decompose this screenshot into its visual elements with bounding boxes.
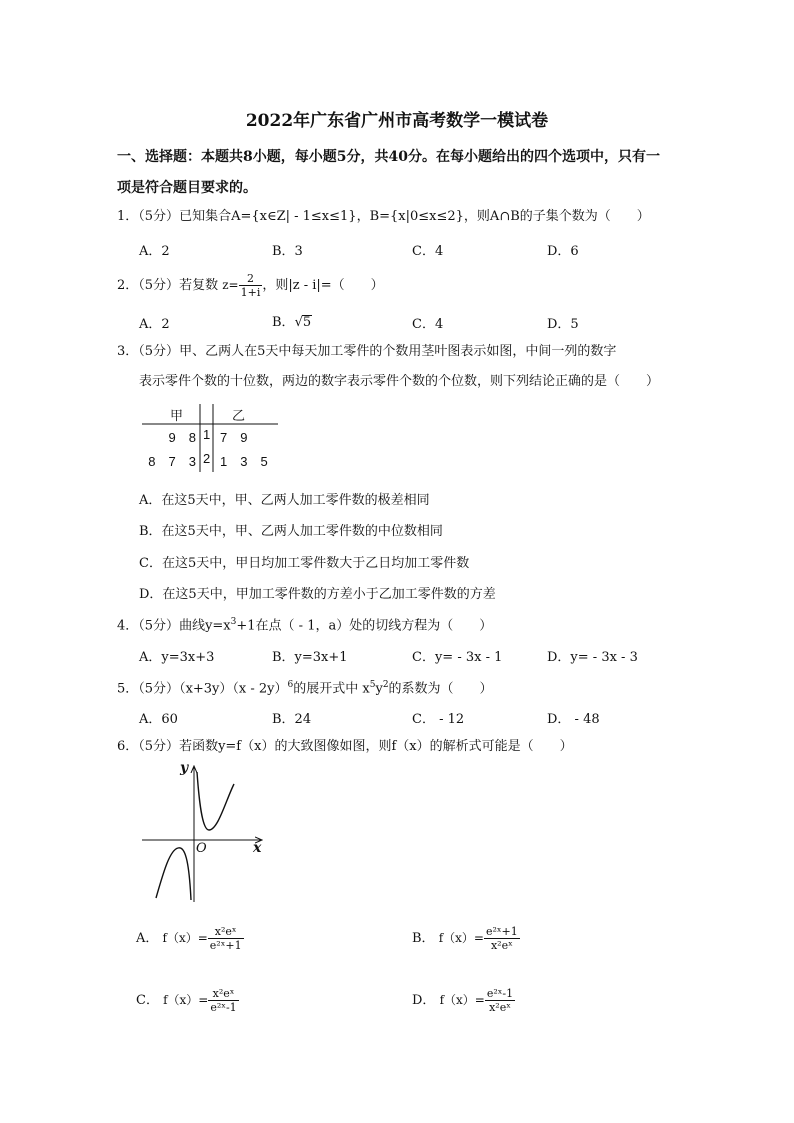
q6-option-c-fx: f（x）= (163, 993, 209, 1007)
q3-number: 3． (117, 344, 139, 359)
function-graph-svg (138, 760, 270, 906)
q2-number: 2． (117, 278, 139, 293)
q6-stem: 若函数y=f（x）的大致图像如图，则f（x）的解析式可能是（ ） (179, 739, 573, 754)
q5-sup2: 2 (382, 680, 389, 690)
q5-stem-b: 的展开式中 x (293, 681, 370, 697)
stemplot-row2-left: 8 7 3 (148, 454, 196, 469)
q3-score: （5分） (138, 344, 180, 359)
stemplot-row2-stem: 2 (203, 451, 211, 466)
q6-option-b (412, 922, 520, 955)
stemplot-row1-left: 9 8 (168, 430, 196, 445)
q5-option-b: B．24 (272, 712, 312, 727)
q2-frac-num: 2 (239, 272, 263, 286)
q6-number: 6． (117, 739, 139, 754)
question-2 (117, 270, 384, 301)
question-5 (117, 677, 493, 697)
q5-sup5: 5 (369, 680, 376, 690)
q6-option-b-fraction (484, 925, 520, 952)
q2-score: （5分） (138, 278, 180, 293)
q6-option-a-den: e²ˣ+1 (209, 939, 242, 952)
q6-score: （5分） (138, 739, 180, 754)
q6-option-b-fx: f（x）= (438, 931, 484, 945)
q5-option-c: C． - 12 (412, 712, 465, 727)
question-4 (117, 614, 492, 634)
q3-line2: 表示零件个数的十位数，两边的数字表示零件个数的个位数，则下列结论正确的是（ ） (139, 374, 660, 389)
q2-option-d: D．5 (547, 317, 579, 332)
q2-option-a: A．2 (139, 317, 170, 332)
graph-origin-label: O (196, 841, 207, 856)
q1-option-b: B．3 (272, 244, 303, 259)
q5-option-d: D． - 48 (547, 712, 600, 727)
q4-option-b: B．y=3x+1 (272, 650, 348, 665)
q4-stem-a: 曲线y=x (179, 618, 231, 634)
q3-option-c: C．在这5天中，甲日均加工零件数大于乙日均加工零件数 (139, 556, 470, 571)
q4-option-a: A．y=3x+3 (139, 650, 215, 665)
question-3 (117, 344, 616, 360)
q5-stem-c: y (375, 681, 383, 697)
q2-post: ，则|z - i|=（ ） (262, 278, 384, 293)
q6-option-b-den: x²eˣ (490, 939, 513, 952)
question-1 (117, 209, 650, 225)
q6-option-d-label: D． (412, 993, 436, 1008)
q1-option-c: C．4 (412, 244, 444, 259)
q1-option-d: D．6 (547, 244, 579, 259)
q2-pre: 若复数 (179, 278, 219, 293)
q1-score: （5分） (138, 209, 180, 224)
q6-option-c-num: x²eˣ (208, 987, 238, 1001)
q3-option-d: D．在这5天中，甲加工零件数的方差小于乙加工零件数的方差 (139, 587, 496, 602)
q4-exponent: 3 (230, 617, 237, 627)
q1-option-a: A．2 (139, 244, 170, 259)
q2-fraction (239, 272, 263, 299)
q6-option-c (136, 984, 239, 1017)
q2-sqrt-value: 5 (302, 315, 312, 330)
q2-option-b (272, 311, 312, 330)
stemplot-row2-right: 1 3 5 (220, 454, 268, 469)
q1-stem: 已知集合A={x∈Z| - 1≤x≤1}，B={x|0≤x≤2}，则A∩B的子集个数为（ ） (179, 209, 650, 224)
q6-option-a (136, 922, 244, 955)
q6-option-d-fx: f（x）= (439, 993, 485, 1007)
q6-option-d-fraction (485, 987, 515, 1014)
question-6 (117, 739, 573, 755)
q4-option-d: D．y= - 3x - 3 (547, 650, 638, 665)
q6-option-d (412, 984, 515, 1017)
section-heading-line1: 一、选择题：本题共8小题，每小题5分，共40分。在每小题给出的四个选项中，只有一 (117, 149, 660, 165)
graph-x-label: x (253, 840, 262, 856)
q6-option-c-fraction (208, 987, 238, 1014)
q5-score: （5分） (138, 681, 180, 697)
q3-line1: 甲、乙两人在5天中每天加工零件的个数用茎叶图表示如图，中间一列的数字 (179, 344, 617, 359)
q3-option-b: B．在这5天中，甲、乙两人加工零件数的中位数相同 (139, 524, 443, 539)
q2-option-c: C．4 (412, 317, 444, 332)
q2-frac-den: 1+i (240, 286, 261, 299)
q4-option-c: C．y= - 3x - 1 (412, 650, 503, 665)
q2-z: z= (222, 278, 239, 292)
stem-and-leaf-plot (140, 402, 280, 474)
q6-option-d-den: x²eˣ (489, 1001, 511, 1014)
q1-number: 1． (117, 209, 139, 224)
q5-stem-a: （x+3y）（x - 2y） (179, 681, 288, 697)
section-heading-line2: 项是符合题目要求的。 (117, 180, 257, 196)
q6-option-b-label: B． (412, 931, 435, 946)
sqrt-symbol: √ (294, 315, 303, 330)
q6-option-a-fraction (208, 925, 244, 952)
q5-sup6: 6 (287, 680, 294, 690)
q5-option-a: A．60 (139, 712, 178, 727)
stemplot-head-left: 甲 (170, 408, 184, 423)
q5-number: 5． (117, 681, 139, 697)
q6-option-c-label: C． (136, 993, 159, 1008)
q6-option-a-label: A． (136, 931, 159, 946)
q6-option-d-num: e²ˣ-1 (486, 987, 514, 1000)
q6-option-a-fx: f（x）= (162, 931, 208, 945)
q4-score: （5分） (138, 618, 180, 634)
q4-stem-b: +1在点（ - 1，a）处的切线方程为（ ） (236, 618, 493, 634)
q4-number: 4． (117, 618, 139, 634)
q5-stem-d: 的系数为（ ） (388, 681, 493, 697)
q3-option-a: A．在这5天中，甲、乙两人加工零件数的极差相同 (139, 493, 430, 508)
stemplot-row1-right: 7 9 (220, 430, 248, 445)
function-graph (138, 760, 270, 906)
q6-option-c-den: e²ˣ-1 (210, 1001, 237, 1014)
stemplot-head-right: 乙 (232, 408, 246, 423)
stemplot-row1-stem: 1 (203, 427, 211, 442)
q6-option-b-num: e²ˣ+1 (485, 925, 518, 938)
page-title: 2022年广东省广州市高考数学一模试卷 (245, 111, 549, 131)
q2-option-b-label: B． (272, 315, 295, 330)
q6-option-a-num: x²eˣ (208, 925, 244, 939)
graph-y-label: y (180, 760, 189, 776)
